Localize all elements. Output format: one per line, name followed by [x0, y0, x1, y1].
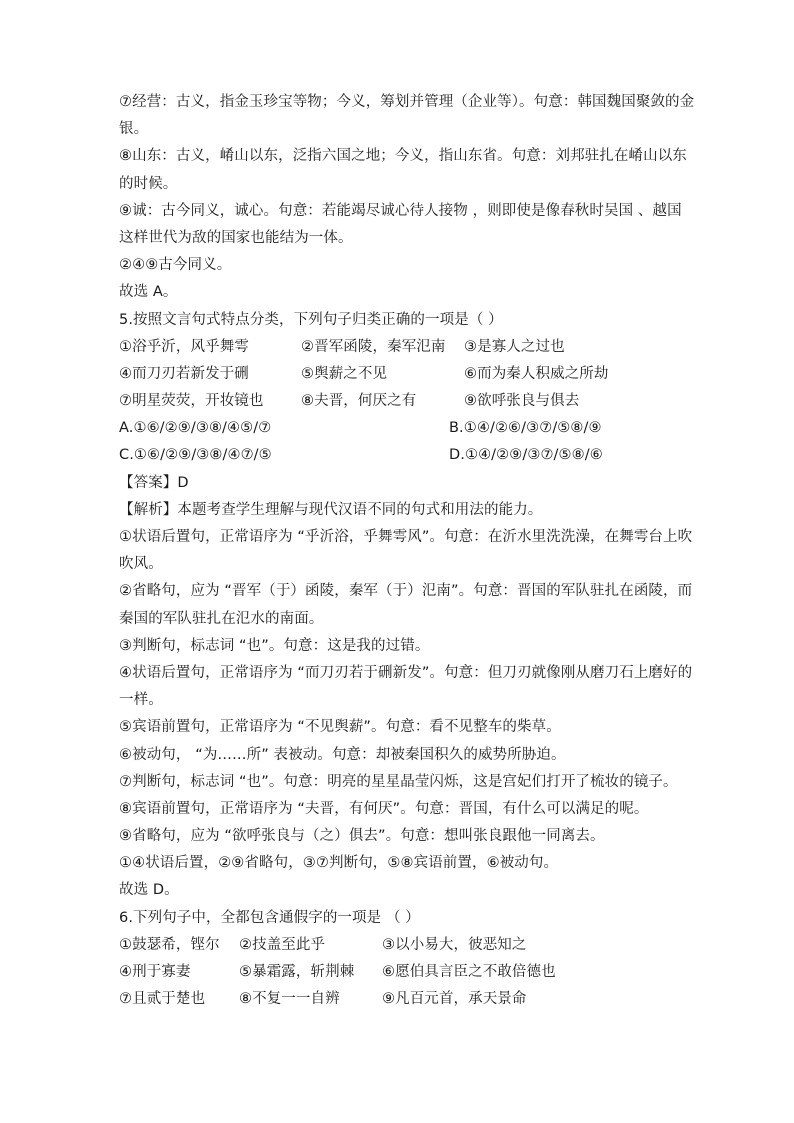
q5-option-row: [119, 415, 679, 442]
q5-analysis-line: ①状语后置句，正常语序为 “乎沂浴，乎舞雩风”。句意：在沂水里洗洗澡，在舞雩台上吹: [119, 529, 693, 545]
q5-analysis-line: 吹风。: [119, 556, 163, 573]
q5-option-a: A.①⑥/②⑨/③⑧/④⑤/⑦: [119, 420, 272, 437]
q5-sentence: ⑤舆薪之不见: [301, 365, 388, 382]
q4-item7-line2: 银。: [119, 121, 149, 138]
q5-analysis-line: 一样。: [119, 692, 163, 709]
q6-sentence: ①鼓瑟希，铿尔: [119, 936, 220, 953]
q5-stem: 5.按照文言句式特点分类，下列句子归类正确的一项是（ ）: [119, 311, 503, 328]
q5-answer: 【答案】D: [119, 474, 189, 491]
q6-sentence: ②技盖至此乎: [239, 936, 326, 953]
q5-sentence-row: [119, 361, 679, 388]
q5-conclusion: 故选 D。: [119, 882, 179, 899]
q6-sentence: ⑧不复一一自辨: [239, 991, 340, 1008]
q5-option-d: D.①④/②⑨/③⑦/⑤⑧/⑥: [449, 447, 603, 464]
q5-analysis-line: ⑨省略句，应为 “欲呼张良与（之）俱去”。句意：想叫张良跟他一同离去。: [119, 828, 605, 845]
q5-sentence-row: [119, 334, 679, 361]
q5-sentence: ①浴乎沂，风乎舞雩: [119, 338, 249, 355]
q6-sentence-row: [119, 986, 679, 1013]
q6-stem: 6.下列句子中，全都包含通假字的一项是 （ ）: [119, 909, 420, 926]
q4-item8-line1: ⑧山东：古义，崤山以东，泛指六国之地；今义，指山东省。句意：刘邦驻扎在崤山以东: [119, 148, 687, 165]
q5-sentence: ③是寡人之过也: [464, 338, 565, 355]
q5-sentence: ⑥而为秦人积威之所劫: [464, 365, 609, 382]
q5-sentence: ②晋军函陵，秦军氾南: [301, 338, 446, 355]
q4-conclusion: 故选 A。: [119, 284, 178, 301]
q6-sentence: ⑨凡百元首，承天景命: [382, 991, 527, 1008]
q4-item7-line1: ⑦经营：古义，指金玉珍宝等物；今义，筹划并管理（企业等）。句意：韩国魏国聚敛的金: [119, 94, 695, 110]
q5-analysis-line: ④状语后置句，正常语序为 “而刀刃若于硎新发”。句意：但刀刃就像刚从磨刀石上磨好的: [119, 664, 693, 681]
q5-option-row: [119, 442, 679, 469]
q5-sentence: ⑦明星荧荧，开妆镜也: [119, 393, 264, 410]
q5-analysis-summary: ①④状语后置，②⑨省略句，③⑦判断句，⑤⑧宾语前置，⑥被动句。: [119, 855, 559, 872]
q6-sentence-row: [119, 932, 679, 959]
analysis-text: 本题考查学生理解与现代汉语不同的句式和用法的能力。: [177, 501, 543, 518]
q5-analysis-line: ⑤宾语前置句，正常语序为 “不见舆薪”。句意：看不见整车的柴草。: [119, 719, 561, 736]
q6-sentence-row: [119, 959, 679, 986]
q6-sentence: ⑤暴霜露，斩荆棘: [239, 964, 355, 980]
q5-option-c: C.①⑥/②⑨/③⑧/④⑦/⑤: [119, 447, 272, 464]
q4-summary: ②④⑨古今同义。: [119, 257, 232, 274]
q6-sentence: ⑦且贰于楚也: [119, 991, 206, 1008]
q6-sentence: ④刑于寡妻: [119, 964, 191, 980]
q5-analysis-line: ⑦判断句，标志词 “也”。句意：明亮的星星晶莹闪烁，这是宫妃们打开了梳妆的镜子。: [119, 773, 678, 790]
q5-sentence: ④而刀刃若新发于硎: [119, 365, 249, 382]
q5-analysis-intro: [119, 497, 679, 524]
q5-analysis-line: 秦国的军队驻扎在氾水的南面。: [119, 610, 324, 627]
document-page: [119, 89, 695, 1013]
q5-analysis-line: ③判断句，标志词 “也”。句意：这是我的过错。: [119, 637, 430, 654]
q4-item8-line2: 的时候。: [119, 175, 178, 192]
q5-option-b: B.①④/②⑥/③⑦/⑤⑧/⑨: [449, 420, 602, 437]
q5-sentence: ⑧夫晋，何厌之有: [301, 393, 417, 410]
q4-item9-line2: 这样世代为敌的国家也能结为一体。: [119, 229, 353, 246]
q5-analysis-line: ②省略句，应为 “晋军（于）函陵，秦军（于）氾南”。句意：晋国的军队驻扎在函陵，而: [119, 583, 693, 600]
q5-sentence-row: [119, 388, 679, 415]
q5-sentence: ⑨欲呼张良与俱去: [464, 393, 580, 410]
q6-sentence: ③以小易大，彼恶知之: [382, 936, 527, 953]
q4-item9-line1: ⑨诚：古今同义，诚心。句意：若能竭尽诚心待人接物 ，则即使是像春秋时吴国 、越国: [119, 202, 682, 219]
q6-sentence: ⑥愿伯具言臣之不敢倍德也: [382, 964, 556, 980]
q5-analysis-line: ⑥被动句， “为……所” 表被动。句意：却被秦国积久的威势所胁迫。: [119, 746, 566, 763]
q5-analysis-line: ⑧宾语前置句，正常语序为 “夫晋，有何厌”。句意：晋国，有什么可以满足的呢。: [119, 800, 649, 817]
analysis-label: 【解析】: [119, 501, 178, 518]
